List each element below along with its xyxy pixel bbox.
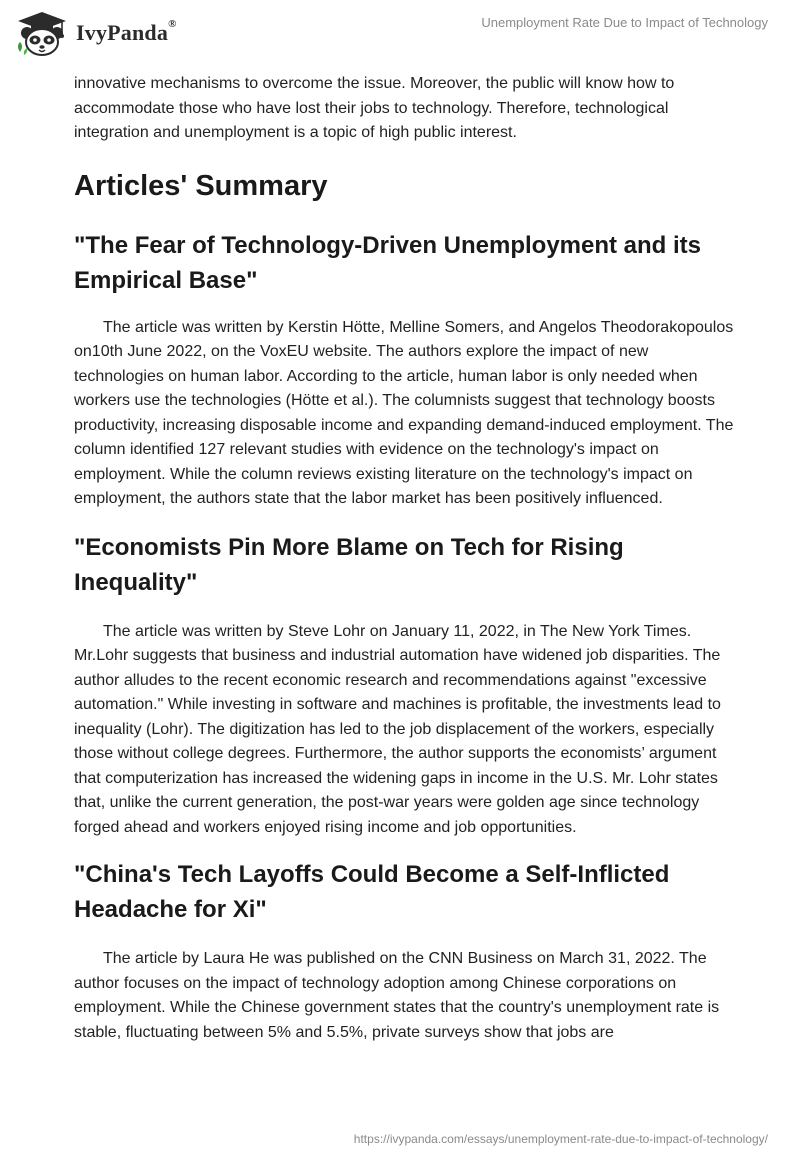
brand-logo[interactable] — [14, 8, 177, 58]
panda-graduate-icon — [14, 8, 70, 58]
article-summary-1 — [74, 228, 734, 512]
article-title-3: "China's Tech Layoffs Could Become a Self-Inflicted Headache for Xi" — [74, 861, 670, 923]
article-summary-3 — [74, 857, 734, 1045]
document-title: Unemployment Rate Due to Impact of Technology — [481, 15, 768, 30]
section-heading: Articles' Summary — [74, 169, 328, 202]
article-summary-2 — [74, 530, 734, 841]
article-body-2: The article was written by Steve Lohr on January 11, 2022, in The New York Times. Mr.Lohr suggests that business and industrial automation have widened job disparities. The author alludes to the recent economic research and recommendations against "excessive automation." While investing in software and machines is profitable, the investments lead to inequality (Lohr). The digitization has led to the job displacement of the workers, especially those without college degrees. Furthermore, the author supports the economists’ argument that computerization has increased the widening gaps in income in the U.S. Mr. Lohr states that, unlike the current generation, the post-war years were golden age since technology forged ahead and workers enjoyed rising income and job opportunities. — [74, 622, 721, 836]
essay-content — [74, 72, 734, 1045]
article-body-3: The article by Laura He was published on the CNN Business on March 31, 2022. The author focuses on the impact of technology adoption among Chinese corporations on employment. While the Chinese government states that the country's unemployment rate is stable, fluctuating between 5% and 5.5%, private surveys show that jobs are — [74, 950, 720, 1041]
brand-name: IvyPanda® — [76, 18, 177, 45]
article-body-1: The article was written by Kerstin Hötte, Melline Somers, and Angelos Theodorakopoulos on10th June 2022, on the VoxEU website. The authors explore the impact of new technologies on human labor. According to the article, human labor is only needed when workers use the technologies (Hötte et al.). The columnists suggest that technology boosts productivity, increasing disposable income and expanding demand-induced employment. The column identified 127 relevant studies with evidence on the technology's impact on employment. While the column reviews existing literature on the technology's impact on employment, the authors state that the labor market has been positively influenced. — [74, 318, 734, 507]
intro-paragraph: innovative mechanisms to overcome the issue. Moreover, the public will know how to accommodate those who have lost their jobs to technology. Therefore, technological integration and unemployment is a topic of high public interest. — [74, 75, 675, 141]
article-title-1: "The Fear of Technology-Driven Unemployment and its Empirical Base" — [74, 231, 702, 294]
source-url[interactable]: https://ivypanda.com/essays/unemployment-rate-due-to-impact-of-technology/ — [353, 1132, 768, 1146]
article-title-2: "Economists Pin More Blame on Tech for Rising Inequality" — [74, 533, 624, 596]
page-header — [0, 0, 800, 70]
registered-mark: ® — [168, 18, 177, 30]
